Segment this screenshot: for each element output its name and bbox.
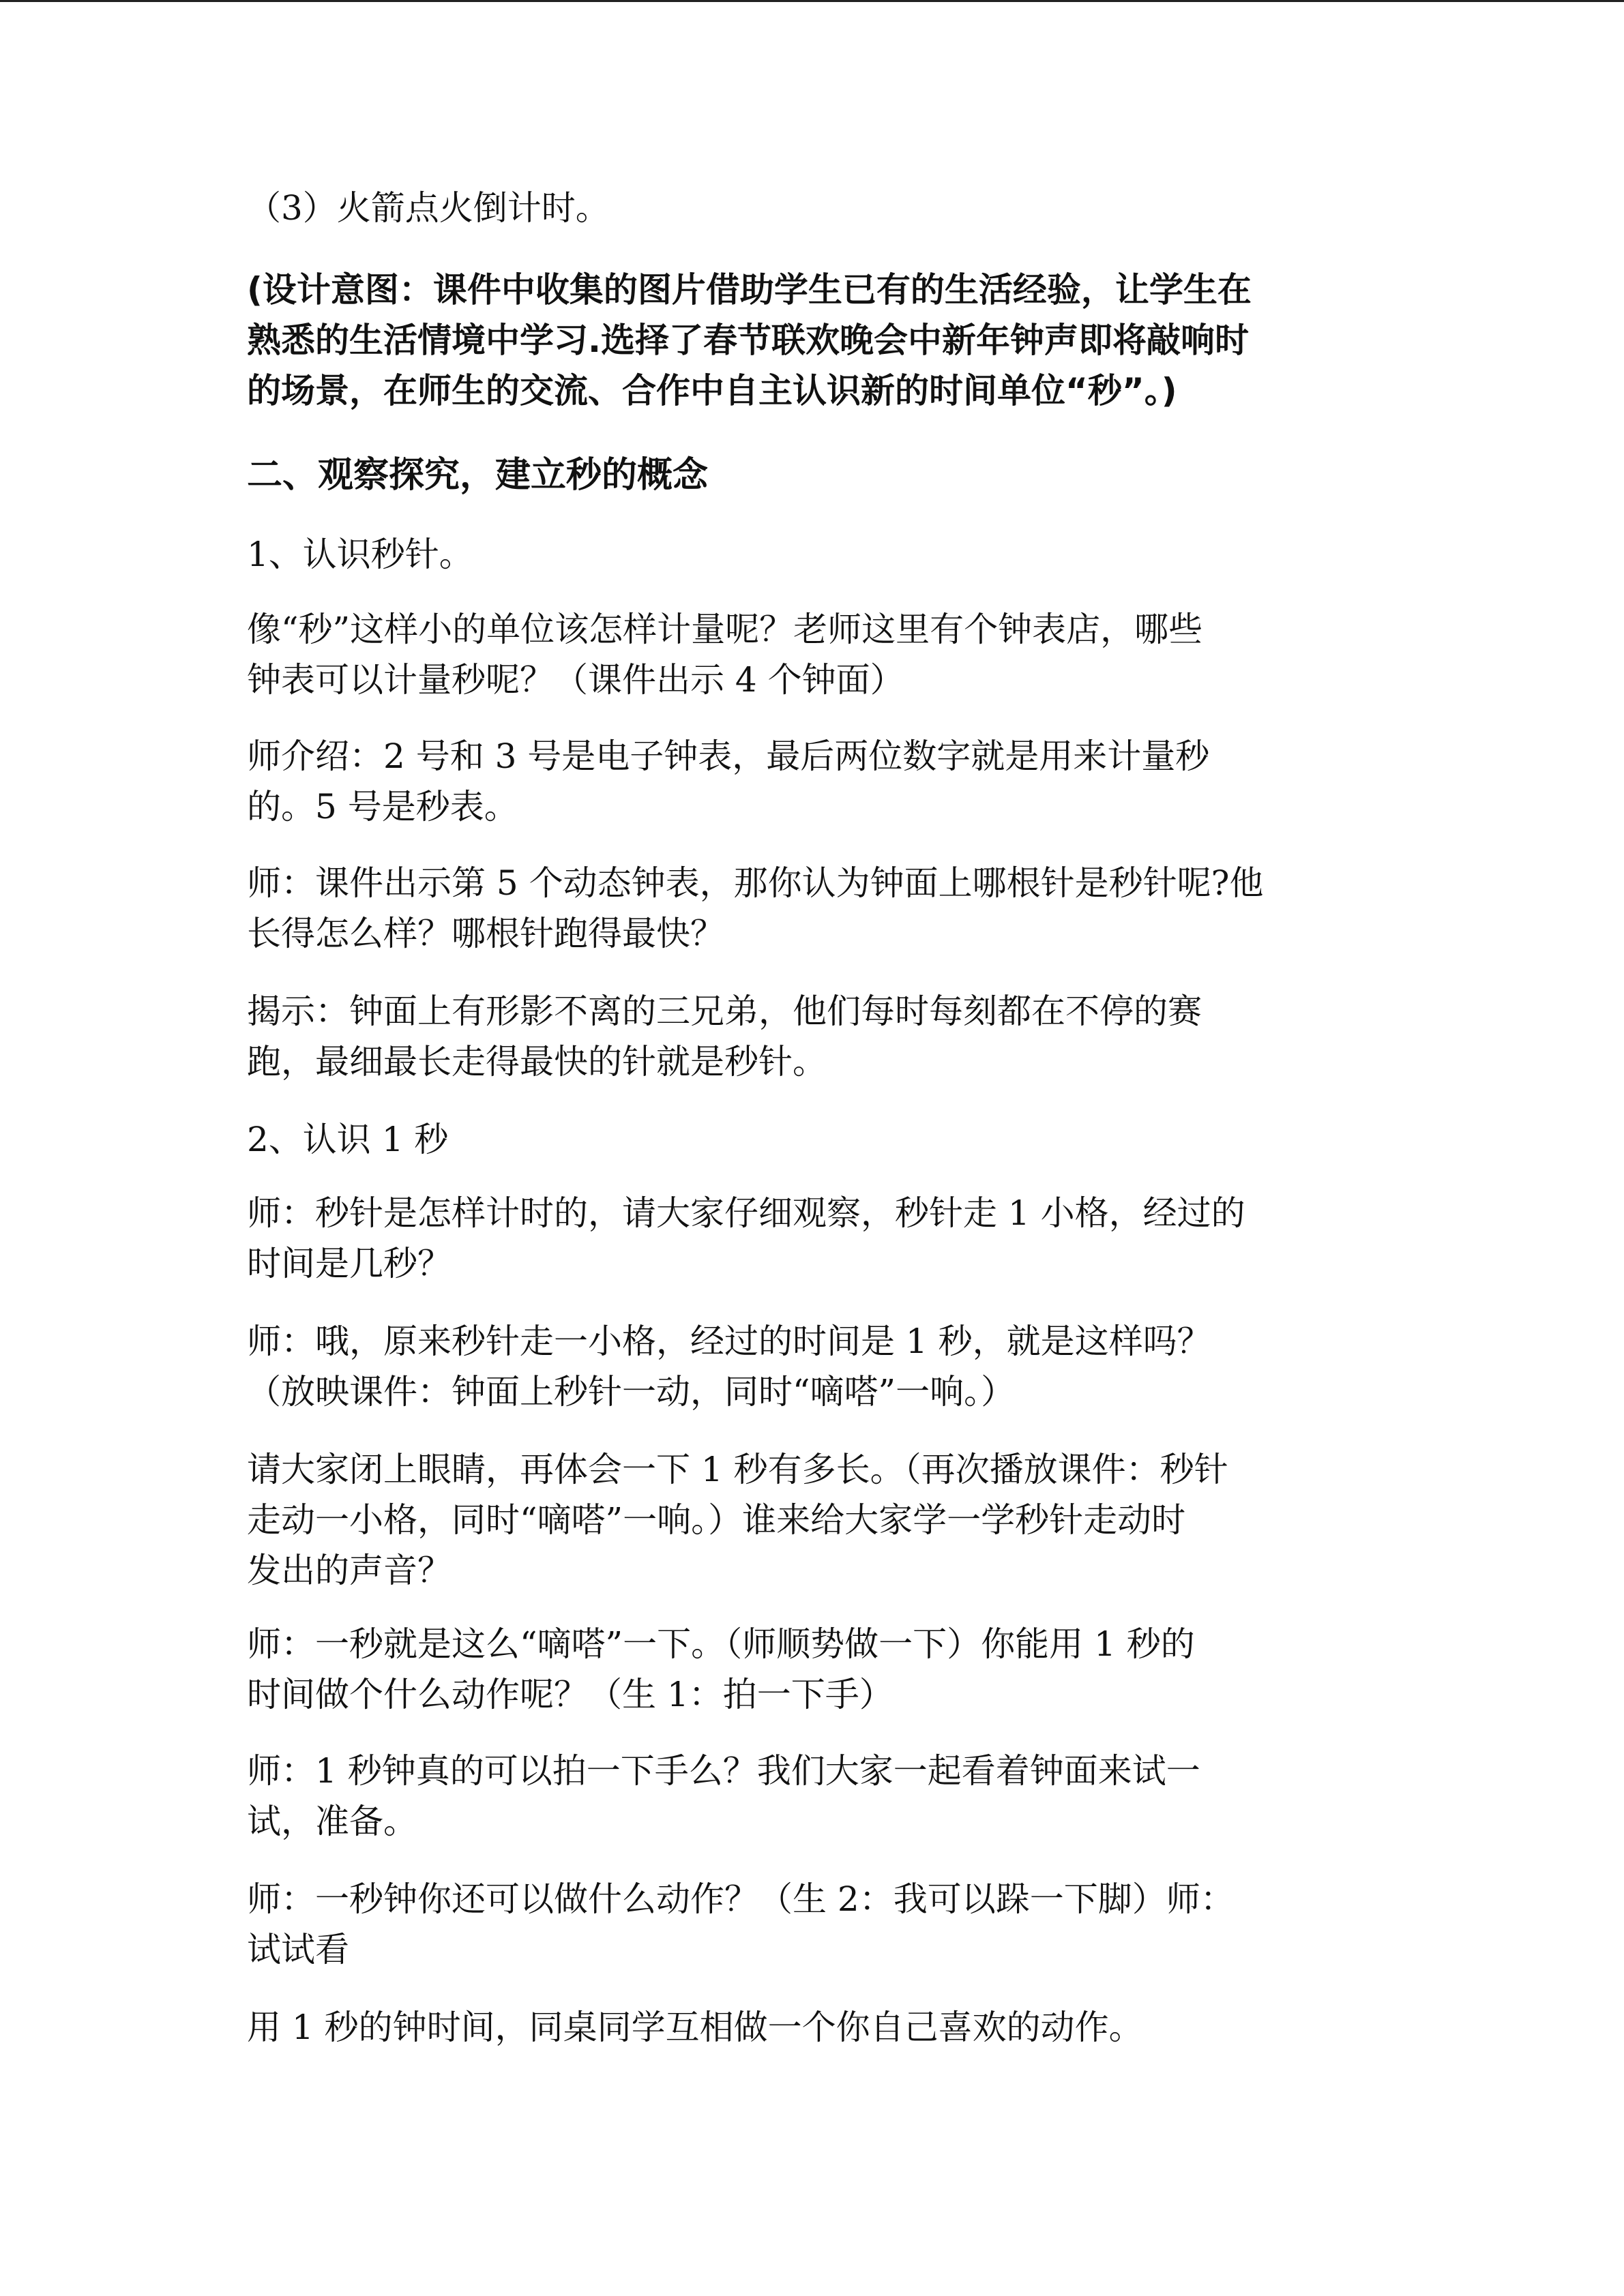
- paragraph-reveal: [247, 986, 1202, 1087]
- text-line: 的场景，在师生的交流、合作中自主认识新的时间单位“秒”。): [247, 371, 1177, 411]
- paragraph-how-time: [247, 1188, 1245, 1289]
- paragraph-one-second: [247, 1619, 1195, 1720]
- text-line: 钟表可以计量秒呢？（课件出示 4 个钟面）: [247, 660, 904, 700]
- paragraph-deskmate: [247, 2002, 1143, 2053]
- section-heading: [247, 450, 708, 501]
- text-line: （3）火箭点火倒计时。: [247, 188, 610, 228]
- text-line: 师：课件出示第 5 个动态钟表，那你认为钟面上哪根针是秒针呢?他: [247, 863, 1264, 903]
- paragraph-rocket-countdown: [247, 183, 610, 233]
- text-line: 揭示：钟面上有形影不离的三兄弟，他们每时每刻都在不停的赛: [247, 992, 1202, 1031]
- text-line: 跑，最细最长走得最快的针就是秒针。: [247, 1042, 827, 1082]
- text-line: 试，准备。: [247, 1802, 417, 1841]
- text-line: 发出的声音？: [247, 1551, 452, 1590]
- paragraph-other-action: [247, 1874, 1235, 1975]
- text-line: 用 1 秒的钟时间，同桌同学互相做一个你自己喜欢的动作。: [247, 2008, 1143, 2047]
- text-line: 二、观察探究，建立秒的概念: [247, 455, 709, 496]
- paragraph-dynamic-clock: [247, 858, 1263, 959]
- text-line: 像“秒”这样小的单位该怎样计量呢？老师这里有个钟表店，哪些: [247, 610, 1203, 649]
- text-line: 师介绍：2 号和 3 号是电子钟表，最后两位数字就是用来计量秒: [247, 736, 1210, 776]
- text-line: 试试看: [247, 1930, 349, 1969]
- text-line: 师：一秒钟你还可以做什么动作？（生 2：我可以跺一下脚）师：: [247, 1879, 1235, 1919]
- subsection-title: [247, 529, 473, 580]
- subsection-title: [247, 1114, 448, 1165]
- text-line: 长得怎么样？哪根针跑得最快？: [247, 914, 724, 953]
- text-line: 师：哦，原来秒针走一小格，经过的时间是 1 秒，就是这样吗？: [247, 1322, 1211, 1361]
- paragraph-oh: [247, 1316, 1211, 1417]
- text-line: 时间做个什么动作呢？（生 1：拍一下手）: [247, 1675, 894, 1714]
- paragraph-close-eyes: [247, 1444, 1228, 1596]
- paragraph-unit: [247, 604, 1202, 705]
- text-line: 时间是几秒？: [247, 1244, 452, 1283]
- page-top-border: [0, 0, 1624, 2]
- text-line: 师：一秒就是这么“嘀嗒”一下。（师顺势做一下）你能用 1 秒的: [247, 1624, 1195, 1664]
- text-line: 2、认识 1 秒: [247, 1120, 449, 1159]
- text-line: 熟悉的生活情境中学习.选择了春节联欢晚会中新年钟声即将敲响时: [247, 320, 1249, 360]
- text-line: 的。5 号是秒表。: [247, 787, 518, 826]
- paragraph-clap: [247, 1746, 1200, 1847]
- text-line: 师：秒针是怎样计时的，请大家仔细观察，秒针走 1 小格，经过的: [247, 1193, 1245, 1233]
- paragraph-design-intent: [247, 265, 1252, 416]
- text-line: 1、认识秒针。: [247, 535, 473, 574]
- text-line: 师：1 秒钟真的可以拍一下手么？我们大家一起看着钟面来试一: [247, 1751, 1200, 1791]
- text-line: （放映课件：钟面上秒针一动，同时“嘀嗒”一响。）: [247, 1372, 1016, 1412]
- text-line: (设计意图：课件中收集的图片借助学生已有的生活经验，让学生在: [247, 270, 1252, 310]
- text-line: 走动一小格，同时“嘀嗒”一响。）谁来给大家学一学秒针走动时: [247, 1500, 1186, 1540]
- paragraph-intro: [247, 731, 1209, 832]
- text-line: 请大家闭上眼睛，再体会一下 1 秒有多长。（再次播放课件：秒针: [247, 1450, 1228, 1489]
